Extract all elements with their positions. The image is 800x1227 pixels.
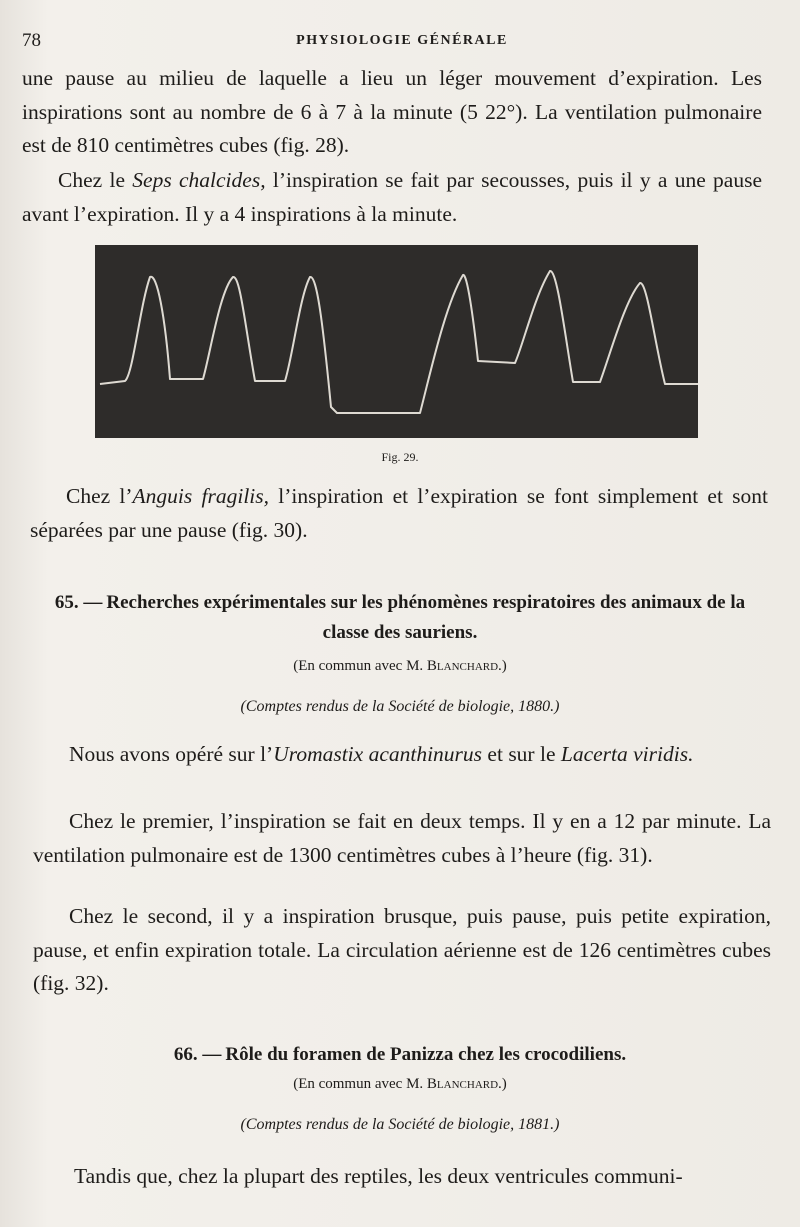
section-65-source: (Comptes rendus de la Société de biologie, 1880.) [240, 698, 560, 715]
paragraph-3-text: l’inspiration et l’expiration se font simplement et sont séparées par une pause (fig. 30). [30, 484, 768, 542]
paragraph-3 [30, 480, 768, 547]
section-number: 66. — [173, 1044, 222, 1065]
collab-name: Blanchard [426, 658, 499, 674]
respiration-trace [95, 245, 698, 438]
running-title: PHYSIOLOGIE GÉNÉRALE [296, 33, 508, 48]
page-number: 78 [22, 30, 41, 51]
species-name: Uromastix acanthinurus [273, 742, 483, 766]
section-title: Rôle du foramen de Panizza chez les crocodiliens. [225, 1044, 627, 1065]
species-name: Anguis fragilis, [132, 484, 270, 508]
section-number: 65. — [54, 592, 103, 613]
paragraph-4 [33, 738, 771, 772]
section-65-heading [30, 588, 770, 648]
respiration-trace-figure [95, 245, 698, 438]
paragraph-2-text: Chez le [58, 168, 133, 192]
paragraph-7: Tandis que, chez la plupart des reptiles, les deux ventricules communi- [74, 1164, 683, 1188]
paragraph-1: une pause au milieu de laquelle a lieu un léger mouvement d’expiration. Les inspirations sont au nombre de 6 à 7 à la minute (5 22°). La ventilation pulmonaire est de 810 centimètres cubes (fig. 28). [22, 66, 762, 157]
section-title: Recherches expérimentales sur les phénomènes respiratoires des animaux de la classe des sauriens. [106, 592, 746, 643]
section-66-heading [30, 1040, 770, 1070]
section-66-collaboration [0, 1076, 800, 1093]
species-name: Lacerta viridis. [560, 742, 694, 766]
trace-line [100, 271, 698, 413]
collab-suffix: .) [498, 1076, 507, 1092]
collab-prefix: (En commun avec M. [293, 1076, 427, 1092]
paragraph-4-text: et sur le [482, 742, 561, 766]
paragraph-2-text: l’inspiration se fait par secousses, puis il y a une pause avant l’expiration. Il y a 4 inspirations à la minute. [22, 168, 762, 226]
paragraph-4-text: Nous avons opéré sur l’ [69, 742, 274, 766]
collab-name: Blanchard [426, 1076, 499, 1092]
page-header [22, 30, 782, 54]
figure-caption: Fig. 29. [381, 450, 419, 464]
paragraph-6: Chez le second, il y a inspiration brusque, puis pause, puis petite expiration, pause, et enfin expiration totale. La circulation aérienne est de 126 centimètres cubes (fig. 32). [33, 904, 771, 995]
paragraph-2 [22, 164, 762, 231]
species-name: Seps chalcides, [132, 168, 266, 192]
paragraph-5: Chez le premier, l’inspiration se fait en deux temps. Il y en a 12 par minute. La ventilation pulmonaire est de 1300 centimètres cubes à l’heure (fig. 31). [33, 809, 771, 867]
collab-prefix: (En commun avec M. [293, 658, 427, 674]
section-66-source: (Comptes rendus de la Société de biologie, 1881.) [240, 1116, 560, 1133]
collab-suffix: .) [498, 658, 507, 674]
paragraph-3-text: Chez l’ [66, 484, 133, 508]
section-65-collaboration [0, 658, 800, 675]
